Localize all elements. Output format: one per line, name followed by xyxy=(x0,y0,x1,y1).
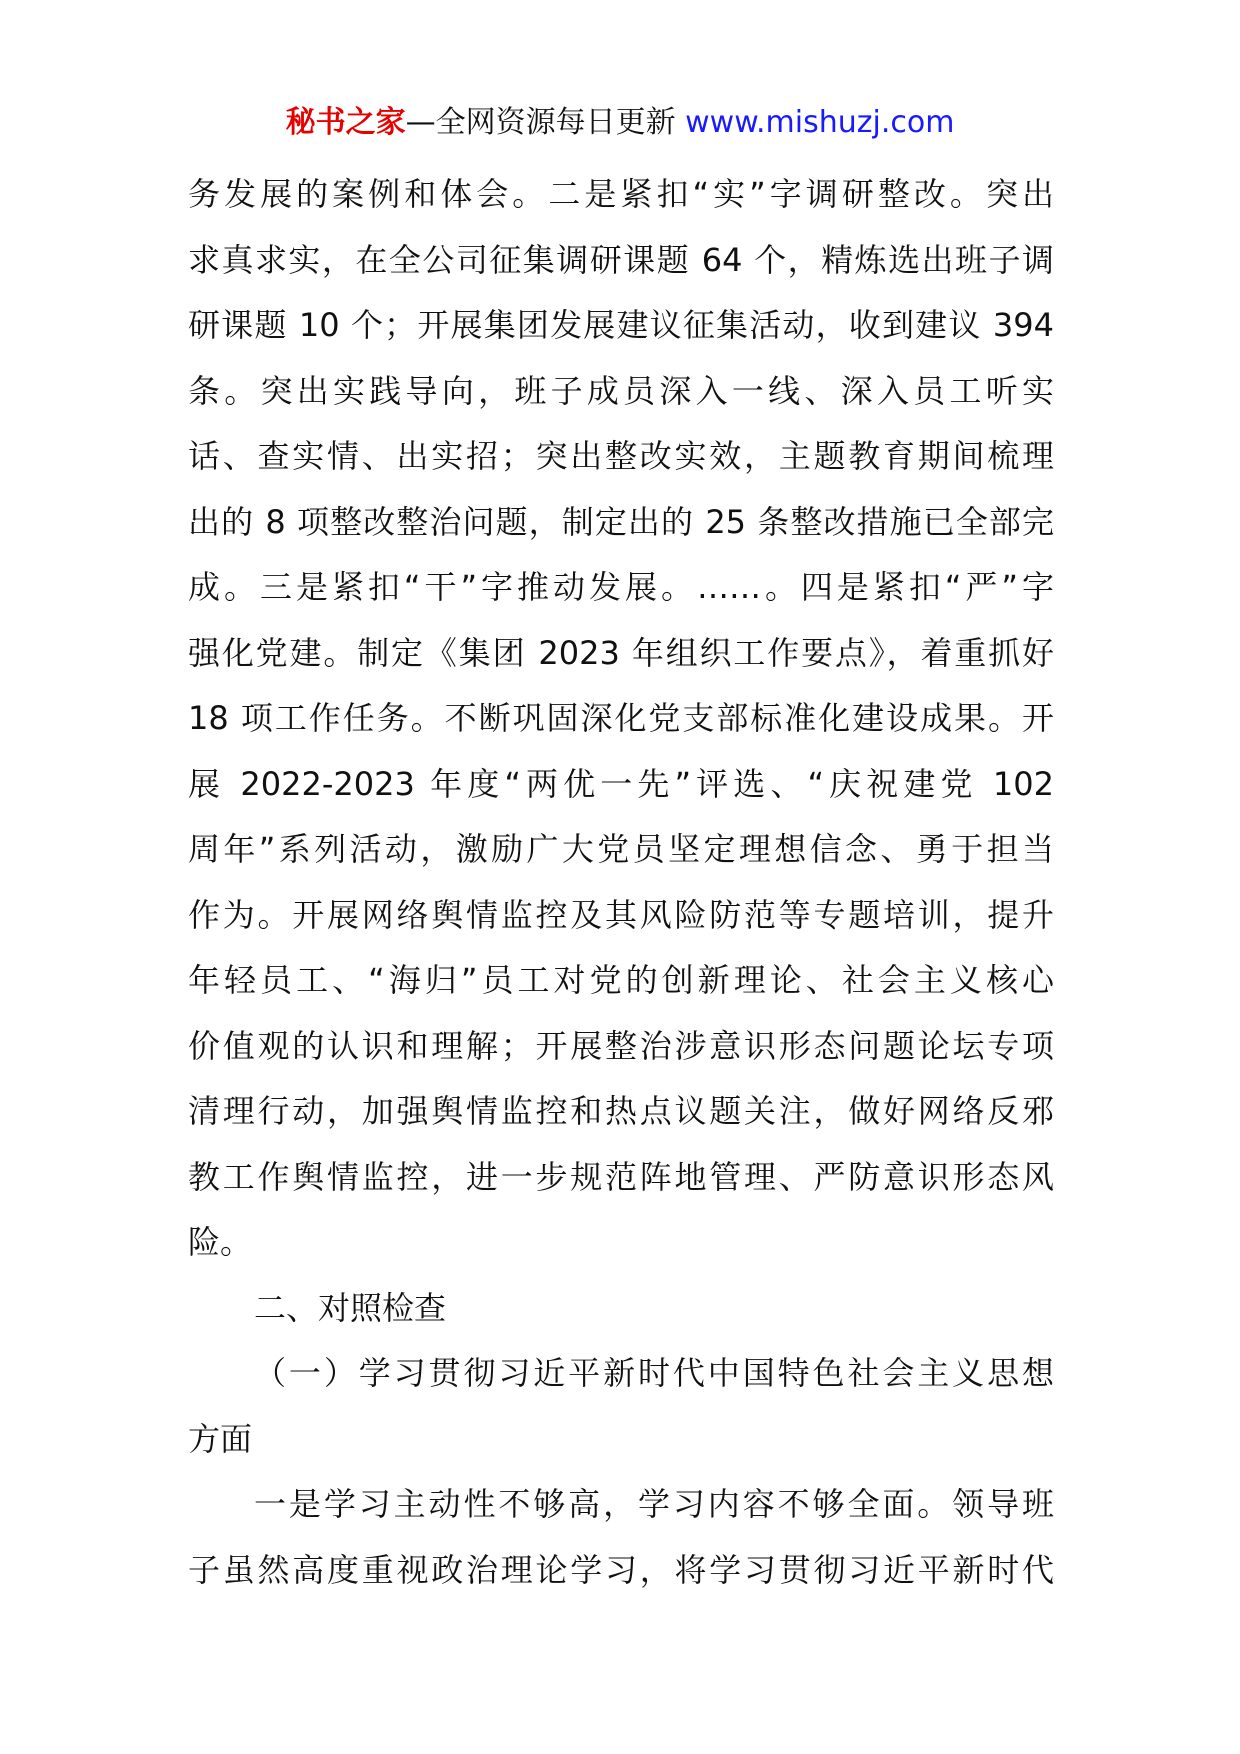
text-line: 方面 xyxy=(188,1419,253,1458)
text-line: 条。突出实践导向，班子成员深入一线、深入员工听实 xyxy=(188,371,1054,410)
header-tagline: —全网资源每日更新 xyxy=(405,105,676,140)
text-line: 一是学习主动性不够高，学习内容不够全面。领导班 xyxy=(254,1485,1054,1523)
document-body xyxy=(188,162,1054,1603)
text-line: 18 项工作任务。不断巩固深化党支部标准化建设成果。开 xyxy=(188,699,1054,737)
text-line: 作为。开展网络舆情监控及其风险防范等专题培训，提升 xyxy=(188,895,1054,934)
text-line: 教工作舆情监控，进一步规范阵地管理、严防意识形态风 xyxy=(188,1157,1054,1196)
text-line: 务发展的案例和体会。二是紧扣“实”字调研整改。突出 xyxy=(188,175,1054,213)
text-line: 周年”系列活动，激励广大党员坚定理想信念、勇于担当 xyxy=(188,830,1054,868)
text-line: 价值观的认识和理解；开展整治涉意识形态问题论坛专项 xyxy=(188,1026,1054,1065)
text-line: 险。 xyxy=(188,1223,253,1261)
text-line: 展 2022-2023 年度“两优一先”评选、“庆祝建党 102 xyxy=(188,764,1054,803)
text-line: 强化党建。制定《集团 2023 年组织工作要点》，着重抓好 xyxy=(188,633,1054,672)
text-line: 求真求实，在全公司征集调研课题 64 个，精炼选出班子调 xyxy=(188,240,1054,279)
text-line: 研课题 10 个；开展集团发展建议征集活动，收到建议 394 xyxy=(188,306,1054,344)
text-line: 话、查实情、出实招；突出整改实效，主题教育期间梳理 xyxy=(188,437,1054,475)
header-brand: 秘书之家 xyxy=(285,105,406,140)
text-line: （一）学习贯彻习近平新时代中国特色社会主义思想 xyxy=(254,1354,1054,1392)
text-line: 清理行动，加强舆情监控和热点议题关注，做好网络反邪 xyxy=(188,1092,1054,1130)
text-line: 成。三是紧扣“干”字推动发展。……。四是紧扣“严”字 xyxy=(188,568,1054,606)
text-line: 年轻员工、“海归”员工对党的创新理论、社会主义核心 xyxy=(188,961,1054,999)
text-line: 出的 8 项整改整治问题，制定出的 25 条整改措施已全部完 xyxy=(188,502,1054,541)
text-line: 二、对照检查 xyxy=(254,1288,447,1327)
header-url-link[interactable]: www.mishuzj.com xyxy=(685,105,955,140)
text-line: 子虽然高度重视政治理论学习，将学习贯彻习近平新时代 xyxy=(188,1550,1054,1589)
document-header xyxy=(0,101,1240,145)
